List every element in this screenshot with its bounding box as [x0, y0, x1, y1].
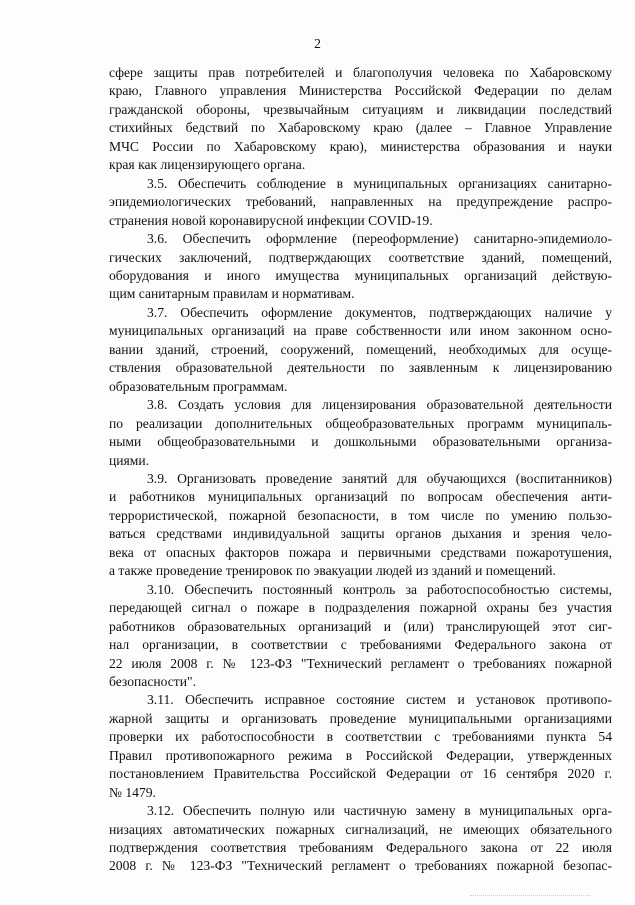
text-line: 3.5. Обеспечить соблюдение в муниципальных организациях санитарно- [147, 175, 612, 191]
text-line: передающей сигнал о пожаре в подразделения пожарной охраны без участия [109, 600, 612, 616]
text-line: по реализации дополнительных общеобразовательных программ муниципаль- [109, 415, 612, 431]
text-line: 3.6. Обеспечить оформление (переоформление) санитарно-эпидемиоло- [147, 231, 612, 247]
text-line: 3.8. Создать условия для лицензирования образовательной деятельности [147, 397, 612, 413]
paragraph-continuation [109, 64, 612, 175]
text-line: № 1479. [109, 784, 156, 800]
text-line: ствления образовательной деятельности по заявленным к лицензированию [109, 360, 612, 376]
text-line: безопасности". [109, 673, 196, 689]
text-line: сфере защиты прав потребителей и благополучия человека по Хабаровскому [109, 65, 612, 80]
scan-edge-mark [470, 895, 590, 897]
text-line: проверки их работоспособности в соответствии с требованиями пункта 54 [109, 729, 612, 745]
text-line: щим санитарным правилам и нормативам. [109, 286, 355, 302]
text-line: работников образовательных организаций и (или) транслирующей этот сиг- [109, 618, 612, 634]
text-line: 3.9. Организовать проведение занятий для обучающихся (воспитанников) [147, 470, 612, 486]
text-line: стихийных бедствий по Хабаровскому краю (далее – Главное Управление [109, 120, 612, 136]
text-line: гражданской обороны, чрезвычайным ситуациям и ликвидации последствий [109, 101, 612, 117]
text-line: века от опасных факторов пожара и первичными средствами пожаротушения, [109, 544, 612, 560]
text-line: 3.7. Обеспечить оформление документов, подтверждающих наличие у [147, 304, 612, 320]
text-line: террористической, пожарной безопасности, в том числе по умению пользо- [109, 507, 612, 523]
text-line: края как лицензирующего органа. [109, 157, 306, 173]
paragraph-3-5 [109, 175, 612, 230]
text-line: муниципальных организаций на праве собственности или ином законном осно- [109, 323, 612, 339]
page-number: 2 [314, 36, 321, 51]
text-line: 2008 г. № 123-ФЗ "Технический регламент о требованиях пожарной безопас- [109, 858, 612, 874]
text-line: низациях автоматических пожарных сигнализаций, не имеющих обязательного [109, 821, 612, 837]
text-line: 3.10. Обеспечить постоянный контроль за работоспособностью системы, [147, 581, 612, 597]
paragraph-3-9 [109, 470, 612, 581]
paragraph-3-6 [109, 230, 612, 304]
text-line: 22 июля 2008 г. № 123-ФЗ "Технический регламент о требованиях пожарной [109, 655, 612, 671]
document-body [109, 64, 612, 876]
text-line: вании зданий, строений, сооружений, помещений, необходимых для осуще- [109, 341, 612, 357]
text-line: странения новой коронавирусной инфекции COVID-19. [109, 212, 433, 228]
paragraph-3-11 [109, 691, 612, 802]
text-line: гических заключений, подтверждающих соответствие зданий, помещений, [109, 249, 612, 265]
text-line: а также проведение тренировок по эвакуации людей из зданий и помещений. [109, 563, 556, 579]
text-line: нал организации, в соответствии с требованиями Федерального закона от [109, 637, 612, 653]
text-line: эпидемиологических требований, направленных на предупреждение распро- [109, 194, 612, 210]
text-line: жарной защиты и организовать проведение муниципальными организациями [109, 710, 612, 726]
text-line: постановлением Правительства Российской Федерации от 16 сентября 2020 г. [109, 766, 612, 782]
paragraph-3-12 [109, 802, 612, 876]
text-line: краю, Главного управления Министерства Российской Федерации по делам [109, 83, 612, 99]
text-line: подтверждения соответствия требованиям Федерального закона от 22 июля [109, 840, 612, 856]
text-line: МЧС России по Хабаровскому краю), министерства образования и науки [109, 138, 612, 154]
text-line: ными общеобразовательными и дошкольными образовательными организа- [109, 434, 612, 450]
text-line: циями. [109, 452, 150, 468]
text-line: ваться средствами индивидуальной защиты органов дыхания и зрения чело- [109, 526, 612, 542]
text-line: 3.11. Обеспечить исправное состояние систем и установок противопо- [147, 692, 612, 708]
text-line: 3.12. Обеспечить полную или частичную замену в муниципальных орга- [147, 803, 612, 819]
paragraph-3-7 [109, 304, 612, 396]
paragraph-3-10 [109, 581, 612, 692]
text-line: оборудования и иного имущества муниципальных организаций действую- [109, 267, 612, 283]
text-line: Правил противопожарного режима в Российской Федерации, утвержденных [109, 747, 612, 763]
paragraph-3-8 [109, 396, 612, 470]
text-line: образовательным программам. [109, 378, 288, 394]
text-line: и работников муниципальных организаций по вопросам обеспечения анти- [109, 489, 612, 505]
